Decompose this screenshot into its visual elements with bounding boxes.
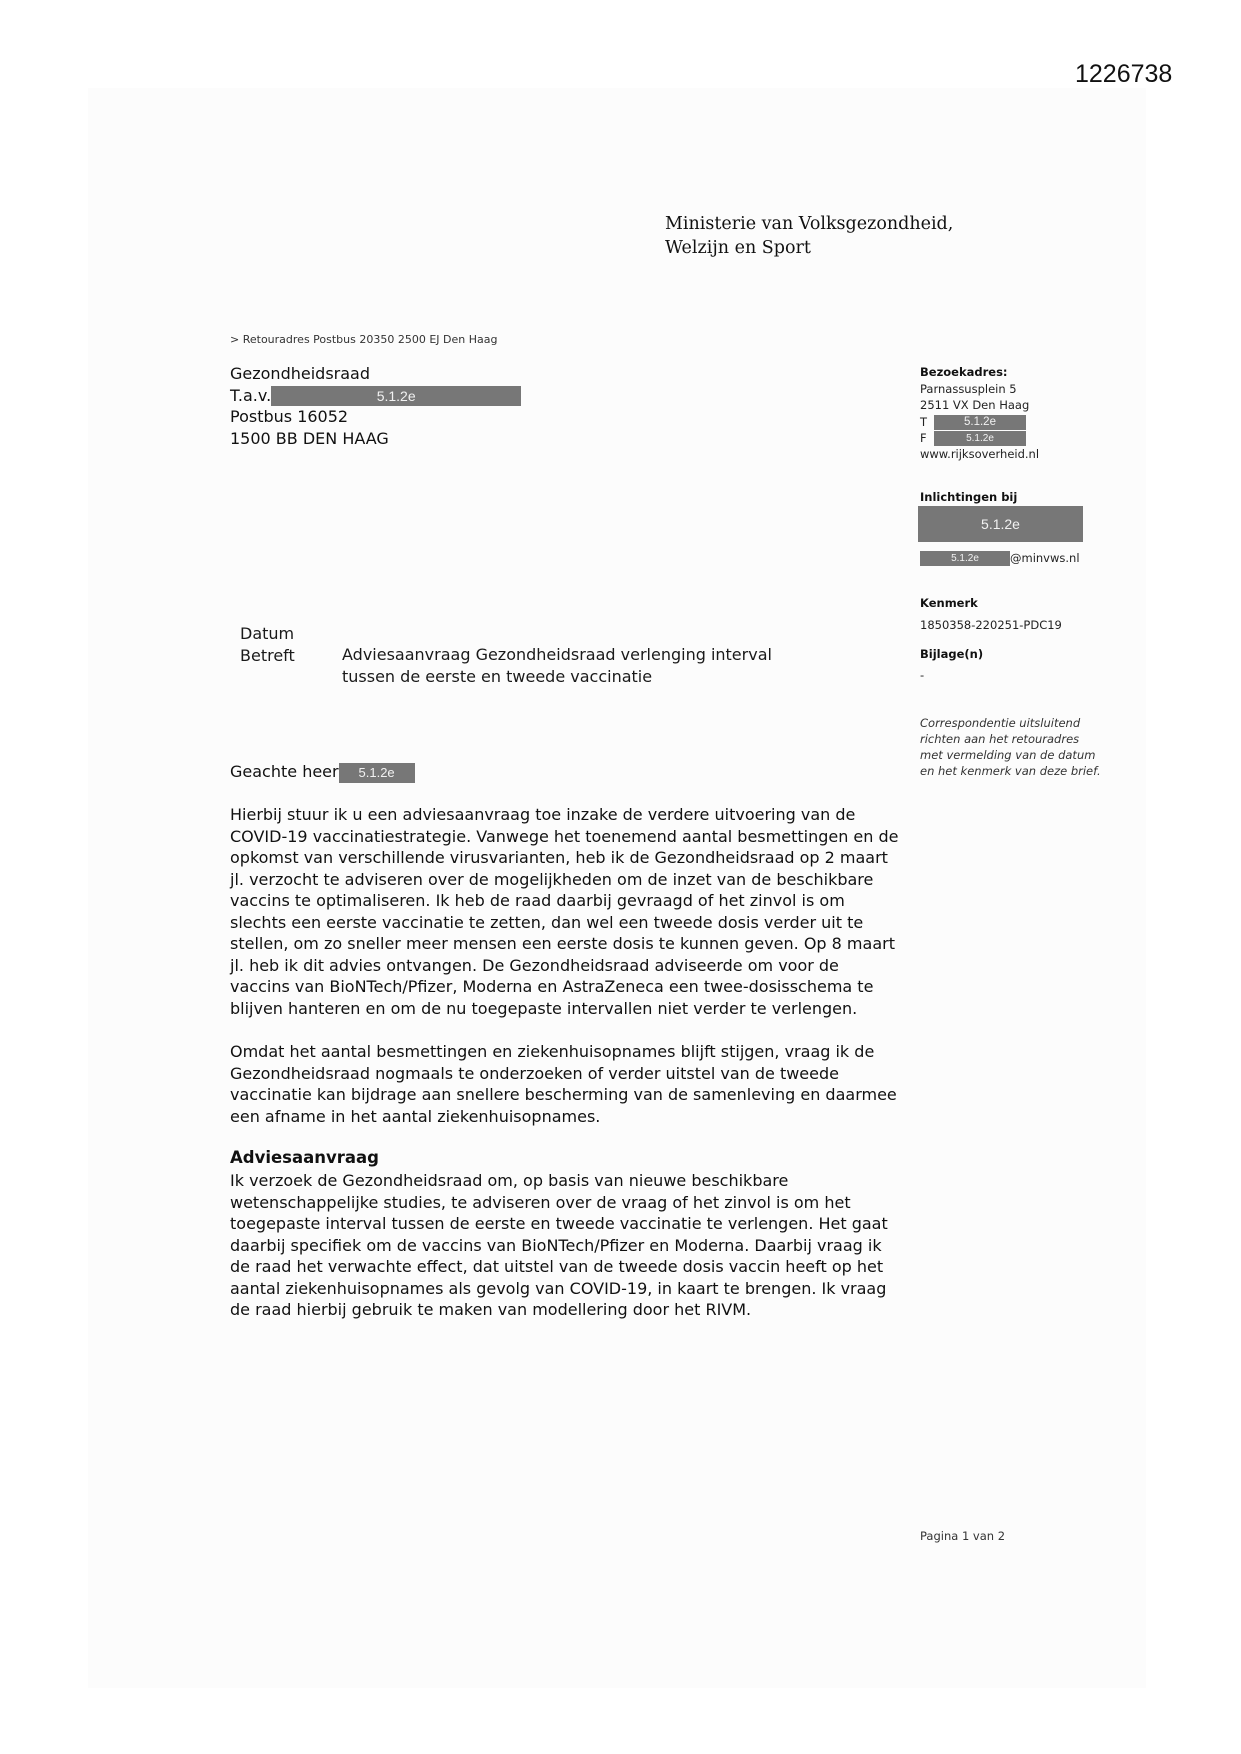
kenmerk-heading: Kenmerk <box>920 596 978 610</box>
visit-city: 2511 VX Den Haag <box>920 398 1030 412</box>
recipient-line-3: Postbus 16052 <box>230 407 349 426</box>
salutation <box>230 761 910 783</box>
section-heading: Adviesaanvraag <box>230 1148 379 1167</box>
bijlage-value: - <box>920 667 925 682</box>
body-line: jl. heb ik dit advies ontvangen. De Gezondheidsraad adviseerde om voor de <box>230 955 839 975</box>
return-address: > Retouradres Postbus 20350 2500 EJ Den Haag <box>230 333 498 346</box>
email-domain: @minvws.nl <box>1010 551 1080 565</box>
phone-label: T <box>920 414 928 429</box>
recipient-line-4: 1500 BB DEN HAAG <box>230 428 389 448</box>
recipient-address <box>230 363 521 449</box>
kenmerk-value: 1850358-220251-PDC19 <box>920 617 1062 632</box>
meta-labels <box>240 623 295 666</box>
recipient-line-1: Gezondheidsraad <box>230 364 370 383</box>
page-number: Pagina 1 van 2 <box>920 1529 1006 1543</box>
body-line: vaccins te optimaliseren. Ik heb de raad daarbij gevraagd of het zinvol is om <box>230 891 845 910</box>
salutation-text: Geachte heer <box>230 762 339 781</box>
info-redaction <box>918 506 1083 542</box>
body-line: Hierbij stuur ik u een adviesaanvraag toe inzake de verdere uitvoering van de <box>230 805 856 824</box>
body-line: aantal ziekenhuisopnames als gevolg van COVID-19, in kaart te brengen. Ik vraag <box>230 1278 887 1298</box>
betreft-label: Betreft <box>240 645 295 665</box>
body-line: de raad hierbij gebruik te maken van modellering door het RIVM. <box>230 1300 752 1319</box>
body-paragraph-1 <box>230 804 910 1019</box>
body-line: wetenschappelijke studies, te adviseren over de vraag of het zinvol is om het <box>230 1192 851 1212</box>
datum-label: Datum <box>240 624 295 643</box>
body-line: Gezondheidsraad nogmaals te onderzoeken of verder uitstel van de tweede <box>230 1063 839 1083</box>
document-number: 1226738 <box>1075 60 1173 88</box>
body-paragraph-3 <box>230 1170 910 1321</box>
body-line: een afname in het aantal ziekenhuisopnames. <box>230 1106 601 1126</box>
ministry-line-1: Ministerie van Volksgezondheid, <box>665 214 954 234</box>
redaction-block: 5.1.2e <box>934 415 1026 430</box>
body-line: vaccinatie kan bijdrage aan snellere bescherming van de samenleving en daarmee <box>230 1085 897 1104</box>
email-line <box>920 550 1080 567</box>
correspondence-note: Correspondentie uitsluitend richten aan het retouradres met vermelding van de datum en het kenmerk van deze brief. <box>920 716 1101 778</box>
redaction-block: 5.1.2e <box>339 763 415 783</box>
recipient-tav-line <box>230 385 521 407</box>
visit-street: Parnassusplein 5 <box>920 381 1017 396</box>
redaction-block: 5.1.2e <box>934 431 1026 446</box>
ministry-line-2: Welzijn en Sport <box>665 238 811 258</box>
body-line: slechts een eerste vaccinatie te zetten, dan wel een tweede dosis verder uit te <box>230 912 864 932</box>
body-line: stellen, om zo sneller meer mensen een eerste dosis te kunnen geven. Op 8 maart <box>230 934 895 953</box>
subject-text <box>342 644 812 687</box>
body-line: Ik verzoek de Gezondheidsraad om, op basis van nieuwe beschikbare <box>230 1171 789 1190</box>
subject-line-1: Adviesaanvraag Gezondheidsraad verlenging interval <box>342 645 772 664</box>
redaction-block: 5.1.2e <box>920 551 1010 566</box>
body-line: vaccins van BioNTech/Pfizer, Moderna en AstraZeneca een twee-dosisschema te <box>230 977 874 996</box>
body-line: de raad het verwachte effect, dat uitstel van de tweede dosis vaccin heeft op het <box>230 1257 884 1276</box>
website-link[interactable]: www.rijksoverheid.nl <box>920 446 1040 461</box>
phone-line <box>920 414 1039 430</box>
bijlage-block <box>920 646 983 683</box>
body-line: Omdat het aantal besmettingen en ziekenhuisopnames blijft stijgen, vraag ik de <box>230 1042 875 1061</box>
redaction-block: 5.1.2e <box>918 506 1083 542</box>
body-line: daarbij specifiek om de vaccins van BioNTech/Pfizer en Moderna. Daarbij vraag ik <box>230 1235 882 1255</box>
body-line: jl. verzocht te adviseren over de mogelijkheden om de inzet van de beschikbare <box>230 869 874 889</box>
visit-address-heading: Bezoekadres: <box>920 365 1008 379</box>
subject-line-2: tussen de eerste en tweede vaccinatie <box>342 666 653 686</box>
info-block <box>920 489 1017 506</box>
ministry-logo-text <box>665 212 953 260</box>
visit-address-block <box>920 364 1039 462</box>
redaction-block: 5.1.2e <box>271 386 521 406</box>
fax-label: F <box>920 430 927 445</box>
body-line: toegepaste interval tussen de eerste en tweede vaccinatie te verlengen. Het gaat <box>230 1214 888 1233</box>
body-line: blijven hanteren en om de nu toegepaste intervallen niet verder te verlengen. <box>230 998 858 1018</box>
fax-line <box>920 430 1039 446</box>
kenmerk-block <box>920 595 1062 633</box>
body-line: opkomst van verschillende virusvarianten, heb ik de Gezondheidsraad op 2 maart <box>230 848 888 867</box>
body-paragraph-2 <box>230 1041 910 1127</box>
recipient-tav-label: T.a.v. <box>230 385 272 405</box>
info-heading: Inlichtingen bij <box>920 490 1018 504</box>
bijlage-heading: Bijlage(n) <box>920 647 984 661</box>
body-line: COVID-19 vaccinatiestrategie. Vanwege het toenemend aantal besmettingen en de <box>230 826 899 846</box>
